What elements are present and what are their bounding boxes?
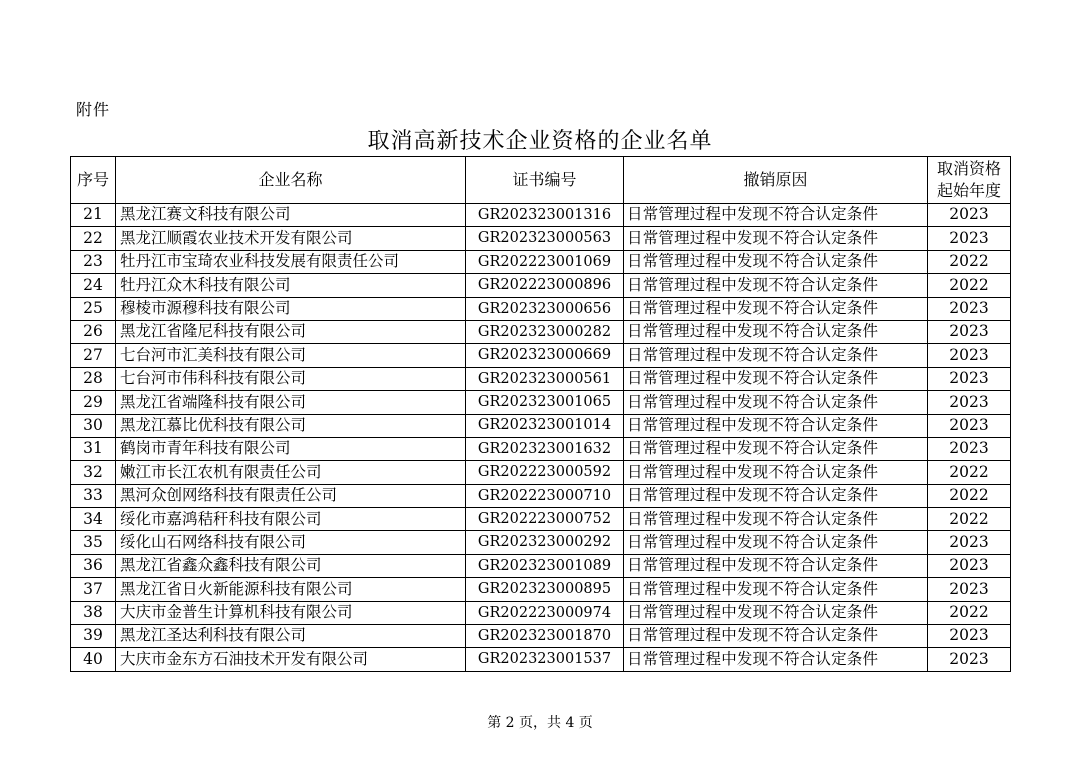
row-year: 2023 <box>928 554 1011 577</box>
row-year: 2023 <box>928 367 1011 390</box>
row-reason: 日常管理过程中发现不符合认定条件 <box>624 531 928 554</box>
header-company: 企业名称 <box>116 157 466 204</box>
page-footer: 第 2 页，共 4 页 <box>487 715 593 731</box>
row-reason: 日常管理过程中发现不符合认定条件 <box>624 508 928 531</box>
row-year: 2022 <box>928 484 1011 507</box>
row-year: 2023 <box>928 437 1011 460</box>
table-row <box>71 250 1011 273</box>
row-cert: GR202323000656 <box>466 297 624 320</box>
row-seq: 32 <box>71 461 116 484</box>
row-company: 鹤岗市青年科技有限公司 <box>116 437 466 460</box>
row-seq: 34 <box>71 508 116 531</box>
row-company: 黑龙江顺霞农业技术开发有限公司 <box>116 227 466 250</box>
table-row <box>71 625 1011 648</box>
row-cert: GR202323000669 <box>466 344 624 367</box>
row-company: 黑龙江赛文科技有限公司 <box>116 204 466 227</box>
table-row <box>71 437 1011 460</box>
row-seq: 36 <box>71 554 116 577</box>
row-year: 2022 <box>928 250 1011 273</box>
row-cert: GR202323000292 <box>466 531 624 554</box>
row-cert: GR202323001316 <box>466 204 624 227</box>
row-year: 2023 <box>928 227 1011 250</box>
row-year: 2023 <box>928 204 1011 227</box>
row-cert: GR202223000752 <box>466 508 624 531</box>
table-header-row <box>71 157 1011 204</box>
row-company: 牡丹江市宝琦农业科技发展有限责任公司 <box>116 250 466 273</box>
row-company: 黑龙江圣达利科技有限公司 <box>116 625 466 648</box>
row-cert: GR202323000561 <box>466 367 624 390</box>
table-row <box>71 461 1011 484</box>
header-year-line2: 起始年度 <box>936 181 1001 200</box>
row-reason: 日常管理过程中发现不符合认定条件 <box>624 227 928 250</box>
row-year: 2022 <box>928 274 1011 297</box>
row-company: 黑龙江省端隆科技有限公司 <box>116 391 466 414</box>
row-year: 2023 <box>928 531 1011 554</box>
table-row <box>71 344 1011 367</box>
row-year: 2023 <box>928 414 1011 437</box>
table-row <box>71 204 1011 227</box>
row-reason: 日常管理过程中发现不符合认定条件 <box>624 250 928 273</box>
row-reason: 日常管理过程中发现不符合认定条件 <box>624 297 928 320</box>
row-cert: GR202223001069 <box>466 250 624 273</box>
table-row <box>71 320 1011 343</box>
row-reason: 日常管理过程中发现不符合认定条件 <box>624 578 928 601</box>
row-cert: GR202323001089 <box>466 554 624 577</box>
row-cert: GR202223000974 <box>466 601 624 624</box>
row-seq: 27 <box>71 344 116 367</box>
row-reason: 日常管理过程中发现不符合认定条件 <box>624 414 928 437</box>
row-company: 绥化山石网络科技有限公司 <box>116 531 466 554</box>
table-row <box>71 274 1011 297</box>
table-row <box>71 367 1011 390</box>
page-title: 取消高新技术企业资格的企业名单 <box>367 129 713 154</box>
row-cert: GR202223000592 <box>466 461 624 484</box>
header-year-line1: 取消资格 <box>936 159 1001 178</box>
row-company: 七台河市汇美科技有限公司 <box>116 344 466 367</box>
row-cert: GR202223000896 <box>466 274 624 297</box>
row-reason: 日常管理过程中发现不符合认定条件 <box>624 554 928 577</box>
header-seq: 序号 <box>71 157 116 204</box>
row-company: 黑龙江省隆尼科技有限公司 <box>116 320 466 343</box>
row-seq: 35 <box>71 531 116 554</box>
row-seq: 29 <box>71 391 116 414</box>
header-cert: 证书编号 <box>466 157 624 204</box>
row-cert: GR202323001065 <box>466 391 624 414</box>
row-seq: 22 <box>71 227 116 250</box>
row-year: 2023 <box>928 344 1011 367</box>
row-company: 牡丹江众木科技有限公司 <box>116 274 466 297</box>
row-cert: GR202323000282 <box>466 320 624 343</box>
table-row <box>71 484 1011 507</box>
row-cert: GR202323001870 <box>466 625 624 648</box>
row-cert: GR202223000710 <box>466 484 624 507</box>
row-seq: 26 <box>71 320 116 343</box>
row-reason: 日常管理过程中发现不符合认定条件 <box>624 461 928 484</box>
row-seq: 31 <box>71 437 116 460</box>
table-row <box>71 508 1011 531</box>
row-reason: 日常管理过程中发现不符合认定条件 <box>624 601 928 624</box>
row-company: 大庆市金普生计算机科技有限公司 <box>116 601 466 624</box>
row-company: 黑龙江省日火新能源科技有限公司 <box>116 578 466 601</box>
row-company: 嫩江市长江农机有限责任公司 <box>116 461 466 484</box>
row-reason: 日常管理过程中发现不符合认定条件 <box>624 274 928 297</box>
row-reason: 日常管理过程中发现不符合认定条件 <box>624 320 928 343</box>
header-year <box>928 157 1011 204</box>
row-seq: 23 <box>71 250 116 273</box>
row-seq: 30 <box>71 414 116 437</box>
row-seq: 37 <box>71 578 116 601</box>
table-row <box>71 601 1011 624</box>
table-row <box>71 297 1011 320</box>
row-reason: 日常管理过程中发现不符合认定条件 <box>624 391 928 414</box>
row-seq: 21 <box>71 204 116 227</box>
row-seq: 28 <box>71 367 116 390</box>
row-year: 2022 <box>928 461 1011 484</box>
row-year: 2022 <box>928 508 1011 531</box>
table-row <box>71 227 1011 250</box>
table-row <box>71 414 1011 437</box>
company-table <box>70 156 1011 672</box>
row-company: 黑龙江慕比优科技有限公司 <box>116 414 466 437</box>
row-company: 七台河市伟科科技有限公司 <box>116 367 466 390</box>
table-row <box>71 578 1011 601</box>
row-seq: 33 <box>71 484 116 507</box>
row-company: 绥化市嘉鸿秸秆科技有限公司 <box>116 508 466 531</box>
row-company: 穆棱市源穆科技有限公司 <box>116 297 466 320</box>
row-company: 黑河众创网络科技有限责任公司 <box>116 484 466 507</box>
row-reason: 日常管理过程中发现不符合认定条件 <box>624 204 928 227</box>
row-cert: GR202323001537 <box>466 648 624 671</box>
row-year: 2023 <box>928 625 1011 648</box>
header-reason: 撤销原因 <box>624 157 928 204</box>
row-seq: 25 <box>71 297 116 320</box>
row-reason: 日常管理过程中发现不符合认定条件 <box>624 344 928 367</box>
table-row <box>71 391 1011 414</box>
row-year: 2023 <box>928 320 1011 343</box>
row-seq: 40 <box>71 648 116 671</box>
table-row <box>71 648 1011 671</box>
row-reason: 日常管理过程中发现不符合认定条件 <box>624 484 928 507</box>
table-row <box>71 554 1011 577</box>
row-year: 2023 <box>928 297 1011 320</box>
row-reason: 日常管理过程中发现不符合认定条件 <box>624 437 928 460</box>
row-seq: 24 <box>71 274 116 297</box>
row-reason: 日常管理过程中发现不符合认定条件 <box>624 625 928 648</box>
row-company: 大庆市金东方石油技术开发有限公司 <box>116 648 466 671</box>
row-year: 2023 <box>928 391 1011 414</box>
row-seq: 39 <box>71 625 116 648</box>
row-company: 黑龙江省鑫众鑫科技有限公司 <box>116 554 466 577</box>
row-seq: 38 <box>71 601 116 624</box>
row-reason: 日常管理过程中发现不符合认定条件 <box>624 648 928 671</box>
table-row <box>71 531 1011 554</box>
row-cert: GR202323000895 <box>466 578 624 601</box>
row-year: 2022 <box>928 601 1011 624</box>
row-cert: GR202323001014 <box>466 414 624 437</box>
row-cert: GR202323001632 <box>466 437 624 460</box>
row-cert: GR202323000563 <box>466 227 624 250</box>
row-year: 2023 <box>928 648 1011 671</box>
attachment-label: 附件 <box>76 100 111 119</box>
row-reason: 日常管理过程中发现不符合认定条件 <box>624 367 928 390</box>
row-year: 2023 <box>928 578 1011 601</box>
